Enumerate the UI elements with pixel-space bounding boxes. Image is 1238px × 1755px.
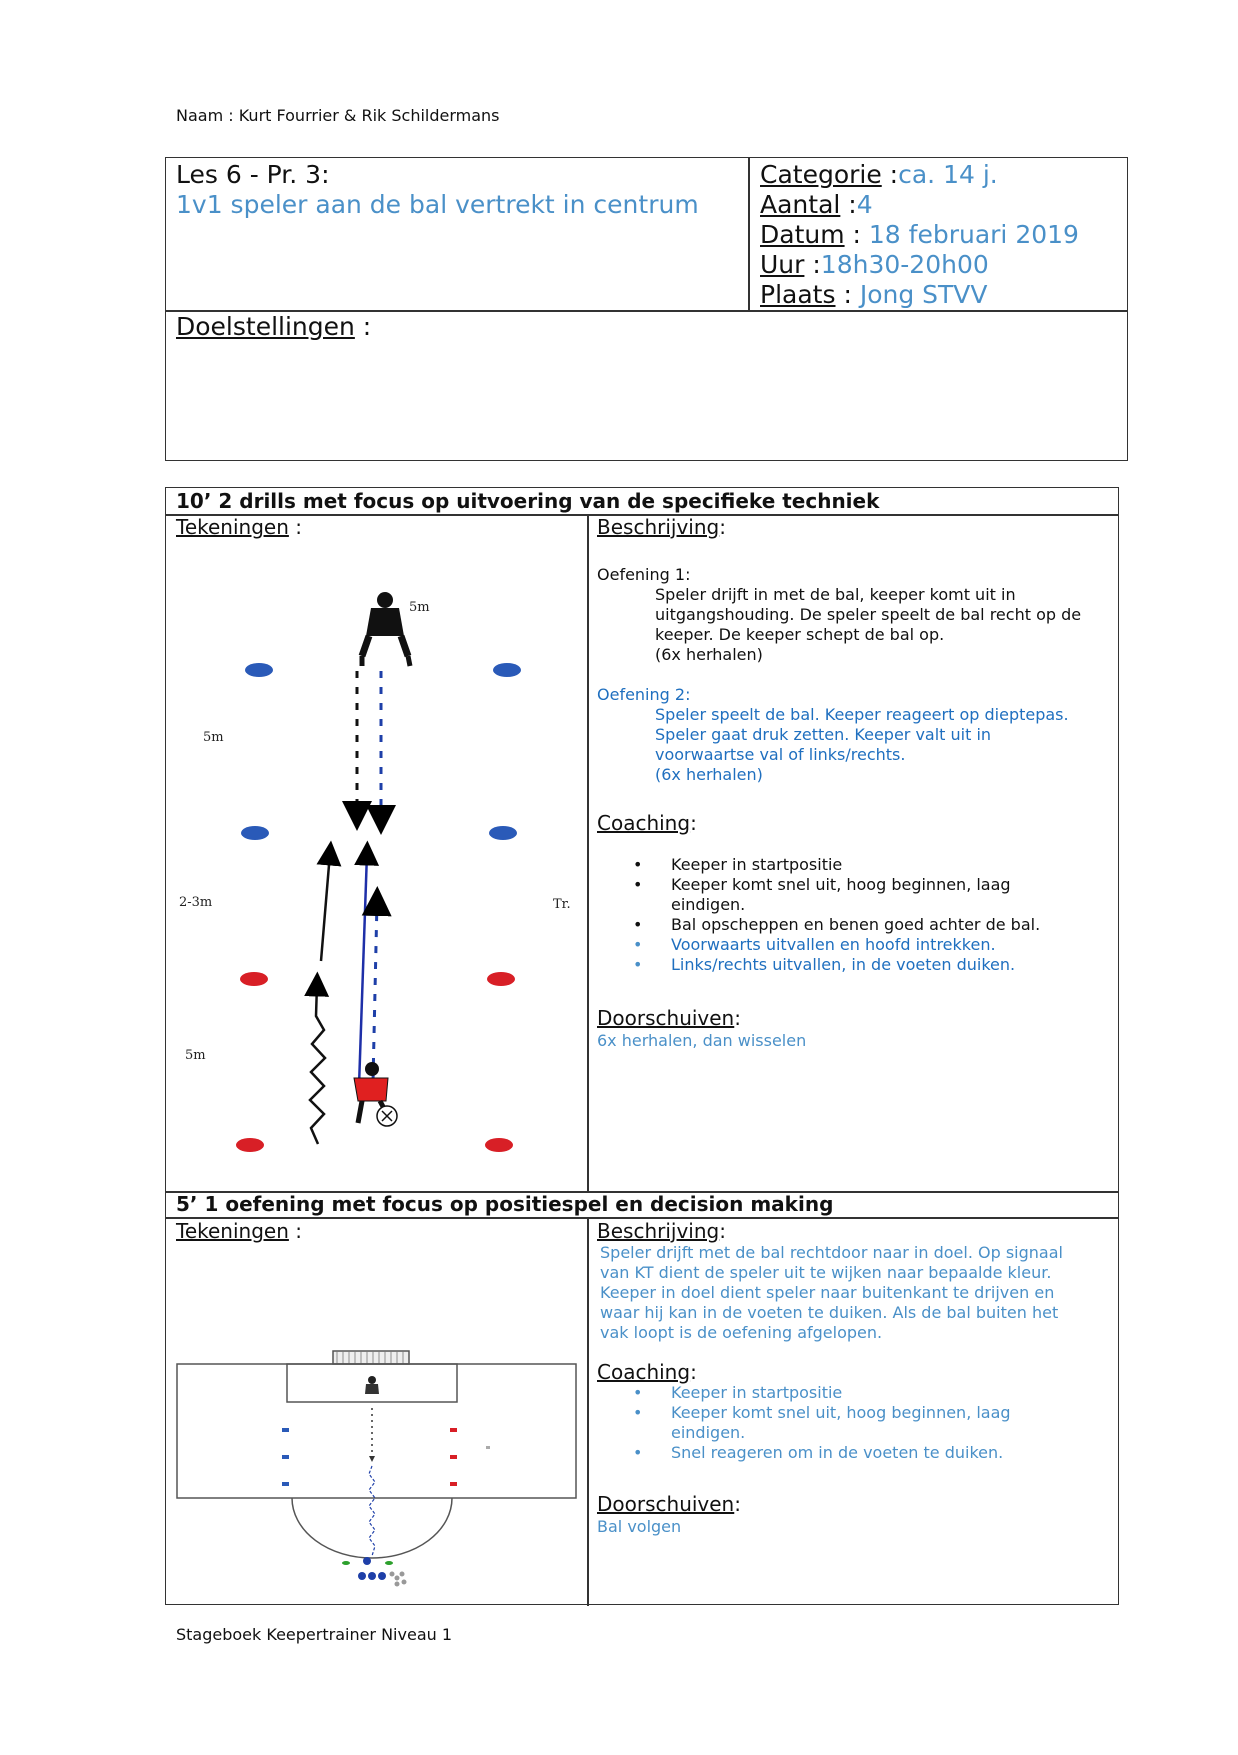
coaching-item-continued: eindigen.: [671, 895, 746, 914]
label-5m-bottom: 5m: [185, 1048, 206, 1063]
lesson-header-table: [165, 157, 1128, 461]
lesson-title: Les 6 - Pr. 3:: [176, 160, 330, 189]
section1-tekeningen-label: Tekeningen: [176, 515, 289, 539]
section1-coaching-list: [597, 855, 1117, 975]
section2-doorschuiven-label: Doorschuiven: [597, 1492, 735, 1516]
oef1-title: Oefening 1:: [597, 565, 691, 584]
categorie-value: ca. 14 j.: [898, 160, 998, 189]
aantal-value: 4: [856, 190, 873, 219]
aantal-label: Aantal: [760, 190, 841, 219]
uur-label: Uur: [760, 250, 805, 279]
section2-description: [600, 1243, 1063, 1343]
section1-title: 10’ 2 drills met focus op uitvoering van de specifieke techniek: [176, 489, 880, 513]
coaching-item: • Keeper komt snel uit, hoog beginnen, laag: [597, 875, 1117, 895]
coaching-item: • Voorwaarts uitvallen en hoofd intrekken.: [597, 935, 1117, 955]
aantal-row: Aantal :4: [760, 190, 873, 219]
desc-line: Keeper in doel dient speler naar buitenkant te drijven en: [600, 1283, 1055, 1302]
section1-doorschuiven-text: 6x herhalen, dan wisselen: [597, 1031, 807, 1050]
section1-tekeningen-row: Tekeningen :: [176, 515, 302, 539]
section2-doorschuiven-row: Doorschuiven:: [597, 1492, 741, 1516]
section2-coaching-list: [597, 1383, 1117, 1463]
section2-coaching-row: Coaching:: [597, 1360, 697, 1384]
name-line: Naam : Kurt Fourrier & Rik Schildermans: [176, 106, 500, 125]
categorie-row: Categorie :ca. 14 j.: [760, 160, 998, 189]
uur-value: 18h30-20h00: [820, 250, 989, 279]
cone-red: [236, 1138, 264, 1152]
oef2-line: (6x herhalen): [655, 765, 763, 784]
datum-label: Datum: [760, 220, 845, 249]
section2-tekeningen-label: Tekeningen: [176, 1219, 289, 1243]
cone-red: [485, 1138, 513, 1152]
section1-drill-drawing: [166, 516, 586, 1189]
oef1-line: Speler drijft in met de bal, keeper komt uit in: [655, 585, 1016, 604]
cone-blue: [489, 826, 517, 840]
coaching-item-continued: eindigen.: [671, 1423, 746, 1442]
section2-coaching-label: Coaching: [597, 1360, 691, 1384]
coaching-item: • Keeper in startpositie: [597, 855, 1117, 875]
section1-doorschuiven-label: Doorschuiven: [597, 1006, 735, 1030]
lesson-subtitle: 1v1 speler aan de bal vertrekt in centrum: [176, 190, 699, 219]
coaching-item: • Links/rechts uitvallen, in de voeten duiken.: [597, 955, 1117, 975]
keeper-figure: [362, 592, 410, 666]
datum-value: 18 februari 2019: [868, 220, 1079, 249]
doelstellingen-label: Doelstellingen: [176, 312, 355, 341]
section1-coaching-label: Coaching: [597, 811, 691, 835]
oef1-line: (6x herhalen): [655, 645, 763, 664]
oef2-line: voorwaartse val of links/rechts.: [655, 745, 906, 764]
section2-beschrijving-row: Beschrijving:: [597, 1219, 726, 1243]
oef2-title: Oefening 2:: [597, 685, 691, 704]
keeper-figure: [365, 1376, 379, 1394]
section2-title: 5’ 1 oefening met focus op positiespel en decision making: [176, 1192, 834, 1216]
section2-field-drawing: [176, 1348, 578, 1603]
label-tr: Tr.: [553, 897, 571, 912]
oef2-text: [655, 705, 1069, 785]
categorie-label: Categorie: [760, 160, 882, 189]
exercise-table: [165, 487, 1119, 1605]
cone-red: [240, 972, 268, 986]
cone-blue: [493, 663, 521, 677]
section2-doorschuiven-text: Bal volgen: [597, 1517, 682, 1536]
section1-doorschuiven-row: Doorschuiven:: [597, 1006, 741, 1030]
oef1-line: uitgangshouding. De speler speelt de bal recht op de: [655, 605, 1082, 624]
section1-beschrijving-row: Beschrijving:: [597, 515, 726, 539]
section1-beschrijving-label: Beschrijving: [597, 515, 720, 539]
coaching-item: • Bal opscheppen en benen goed achter de bal.: [597, 915, 1117, 935]
label-5m-left: 5m: [203, 730, 224, 745]
section1-coaching-row: Coaching:: [597, 811, 697, 835]
uur-row: Uur :18h30-20h00: [760, 250, 989, 279]
coaching-item: • Snel reageren om in de voeten te duiken.: [597, 1443, 1117, 1463]
datum-row: Datum : 18 februari 2019: [760, 220, 1079, 249]
plaats-label: Plaats: [760, 280, 836, 309]
desc-line: waar hij kan in de voeten te duiken. Als de bal buiten het: [600, 1303, 1059, 1322]
coaching-item: • Keeper komt snel uit, hoog beginnen, laag: [597, 1403, 1117, 1423]
cone-blue: [241, 826, 269, 840]
section2-beschrijving-label: Beschrijving: [597, 1219, 720, 1243]
desc-line: van KT dient de speler uit te wijken naar bepaalde kleur.: [600, 1263, 1052, 1282]
desc-line: Speler drijft met de bal rechtdoor naar in doel. Op signaal: [600, 1243, 1063, 1262]
cone-blue: [245, 663, 273, 677]
label-2-3m: 2-3m: [179, 895, 213, 910]
plaats-value: Jong STVV: [859, 280, 988, 309]
coaching-item: • Keeper in startpositie: [597, 1383, 1117, 1403]
doelstellingen-row: Doelstellingen :: [176, 312, 372, 341]
desc-line: vak loopt is de oefening afgelopen.: [600, 1323, 883, 1342]
section2-tekeningen-row: Tekeningen :: [176, 1219, 302, 1243]
label-5m-top: 5m: [409, 600, 430, 615]
oef2-line: Speler speelt de bal. Keeper reageert op dieptepas.: [655, 705, 1069, 724]
footer-text: Stageboek Keepertrainer Niveau 1: [176, 1625, 453, 1644]
oef2-line: Speler gaat druk zetten. Keeper valt uit in: [655, 725, 992, 744]
oef1-text: [655, 585, 1081, 665]
cone-red: [487, 972, 515, 986]
plaats-row: Plaats : Jong STVV: [760, 280, 988, 309]
oef1-line: keeper. De keeper schept de bal op.: [655, 625, 945, 644]
